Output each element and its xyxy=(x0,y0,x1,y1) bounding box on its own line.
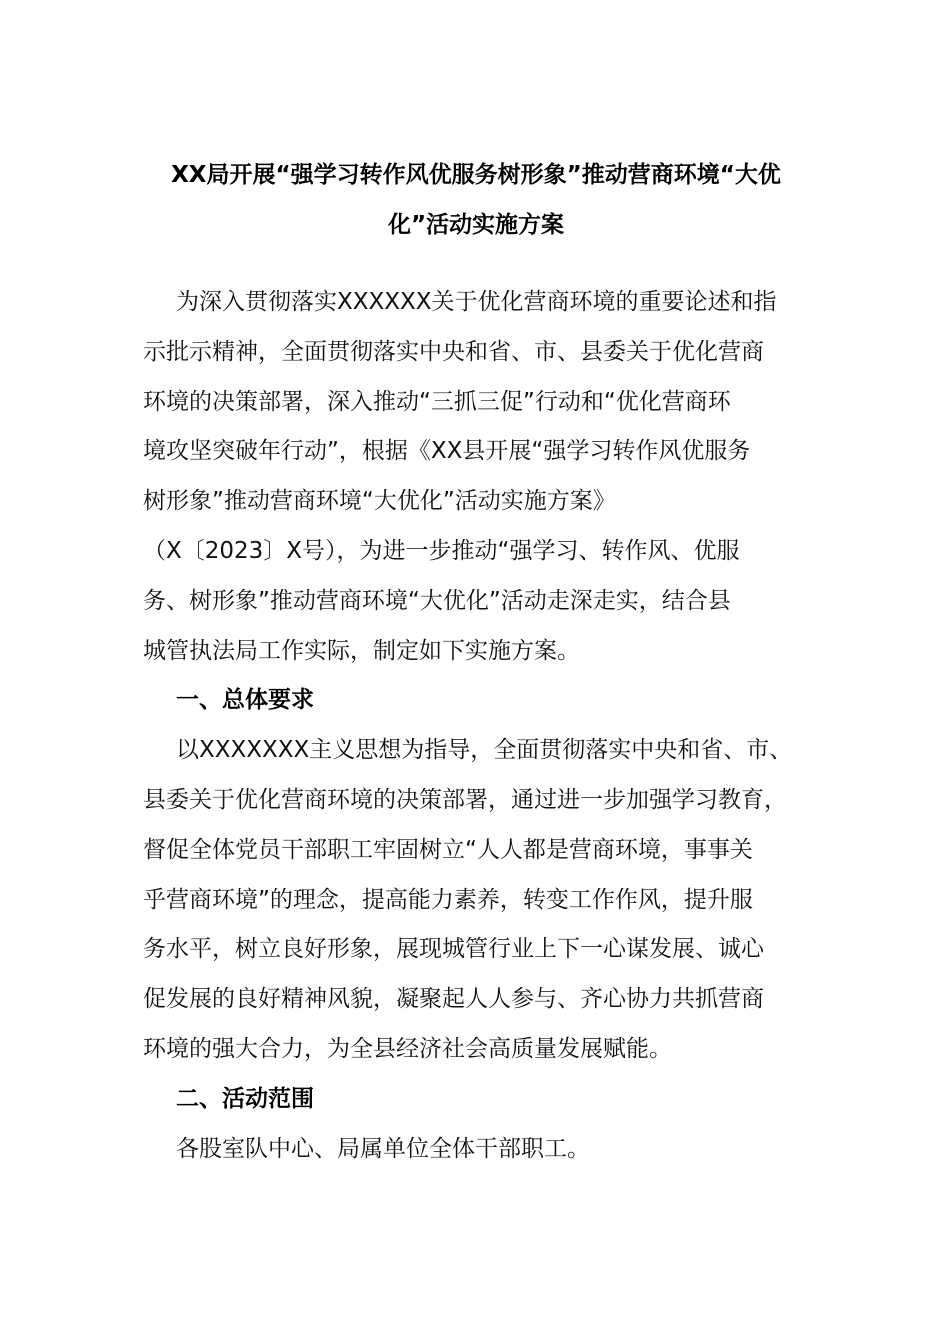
title-line: XX局开展“强学习转作风优服务树形象”推动营商环境“大优 xyxy=(171,162,781,188)
section-heading: 一、总体要求 xyxy=(176,687,314,714)
text-line: 城管执法局工作实际，制定如下实施方案。 xyxy=(143,637,580,664)
title-line: 化”活动实施方案 xyxy=(387,212,565,238)
section-heading: 二、活动范围 xyxy=(176,1085,314,1112)
text-line: 务水平，树立良好形象，展现城管行业上下一心谋发展、诚心 xyxy=(143,936,764,963)
text-line: 各股室队中心、局属单位全体干部职工。 xyxy=(176,1135,590,1162)
text-line: 务、树形象”推动营商环境“大优化”活动走深走实，结合县 xyxy=(143,587,731,614)
text-line: 以XXXXXXX主义思想为指导，全面贯彻落实中央和省、市、 xyxy=(176,737,793,764)
text-line: 环境的强大合力，为全县经济社会高质量发展赋能。 xyxy=(143,1035,672,1062)
text-line: 树形象”推动营商环境“大优化”活动实施方案》 xyxy=(143,488,616,515)
text-line: 境攻坚突破年行动”，根据《XX县开展“强学习转作风优服务 xyxy=(143,438,751,465)
text-line: 环境的决策部署，深入推动“三抓三促”行动和“优化营商环 xyxy=(143,388,731,415)
section-paragraph xyxy=(143,1125,811,1175)
text-line: 示批示精神，全面贯彻落实中央和省、市、县委关于优化营商 xyxy=(143,338,764,365)
section-paragraph xyxy=(143,726,811,1075)
intro-paragraph xyxy=(143,278,811,676)
text-line: 县委关于优化营商环境的决策部署，通过进一步加强学习教育， xyxy=(143,786,787,813)
document-body xyxy=(143,278,811,1174)
document-title xyxy=(140,150,812,250)
text-line: 督促全体党员干部职工牢固树立“人人都是营商环境，事事关 xyxy=(143,836,753,863)
text-line: 为深入贯彻落实XXXXXX关于优化营商环境的重要论述和指 xyxy=(176,289,777,315)
text-line: 促发展的良好精神风貌，凝聚起人人参与、齐心协力共抓营商 xyxy=(143,986,764,1013)
text-line: （X〔2023〕X号），为进一步推动“强学习、转作风、优服 xyxy=(143,537,740,564)
text-line: 乎营商环境”的理念，提高能力素养，转变工作作风，提升服 xyxy=(143,886,753,913)
